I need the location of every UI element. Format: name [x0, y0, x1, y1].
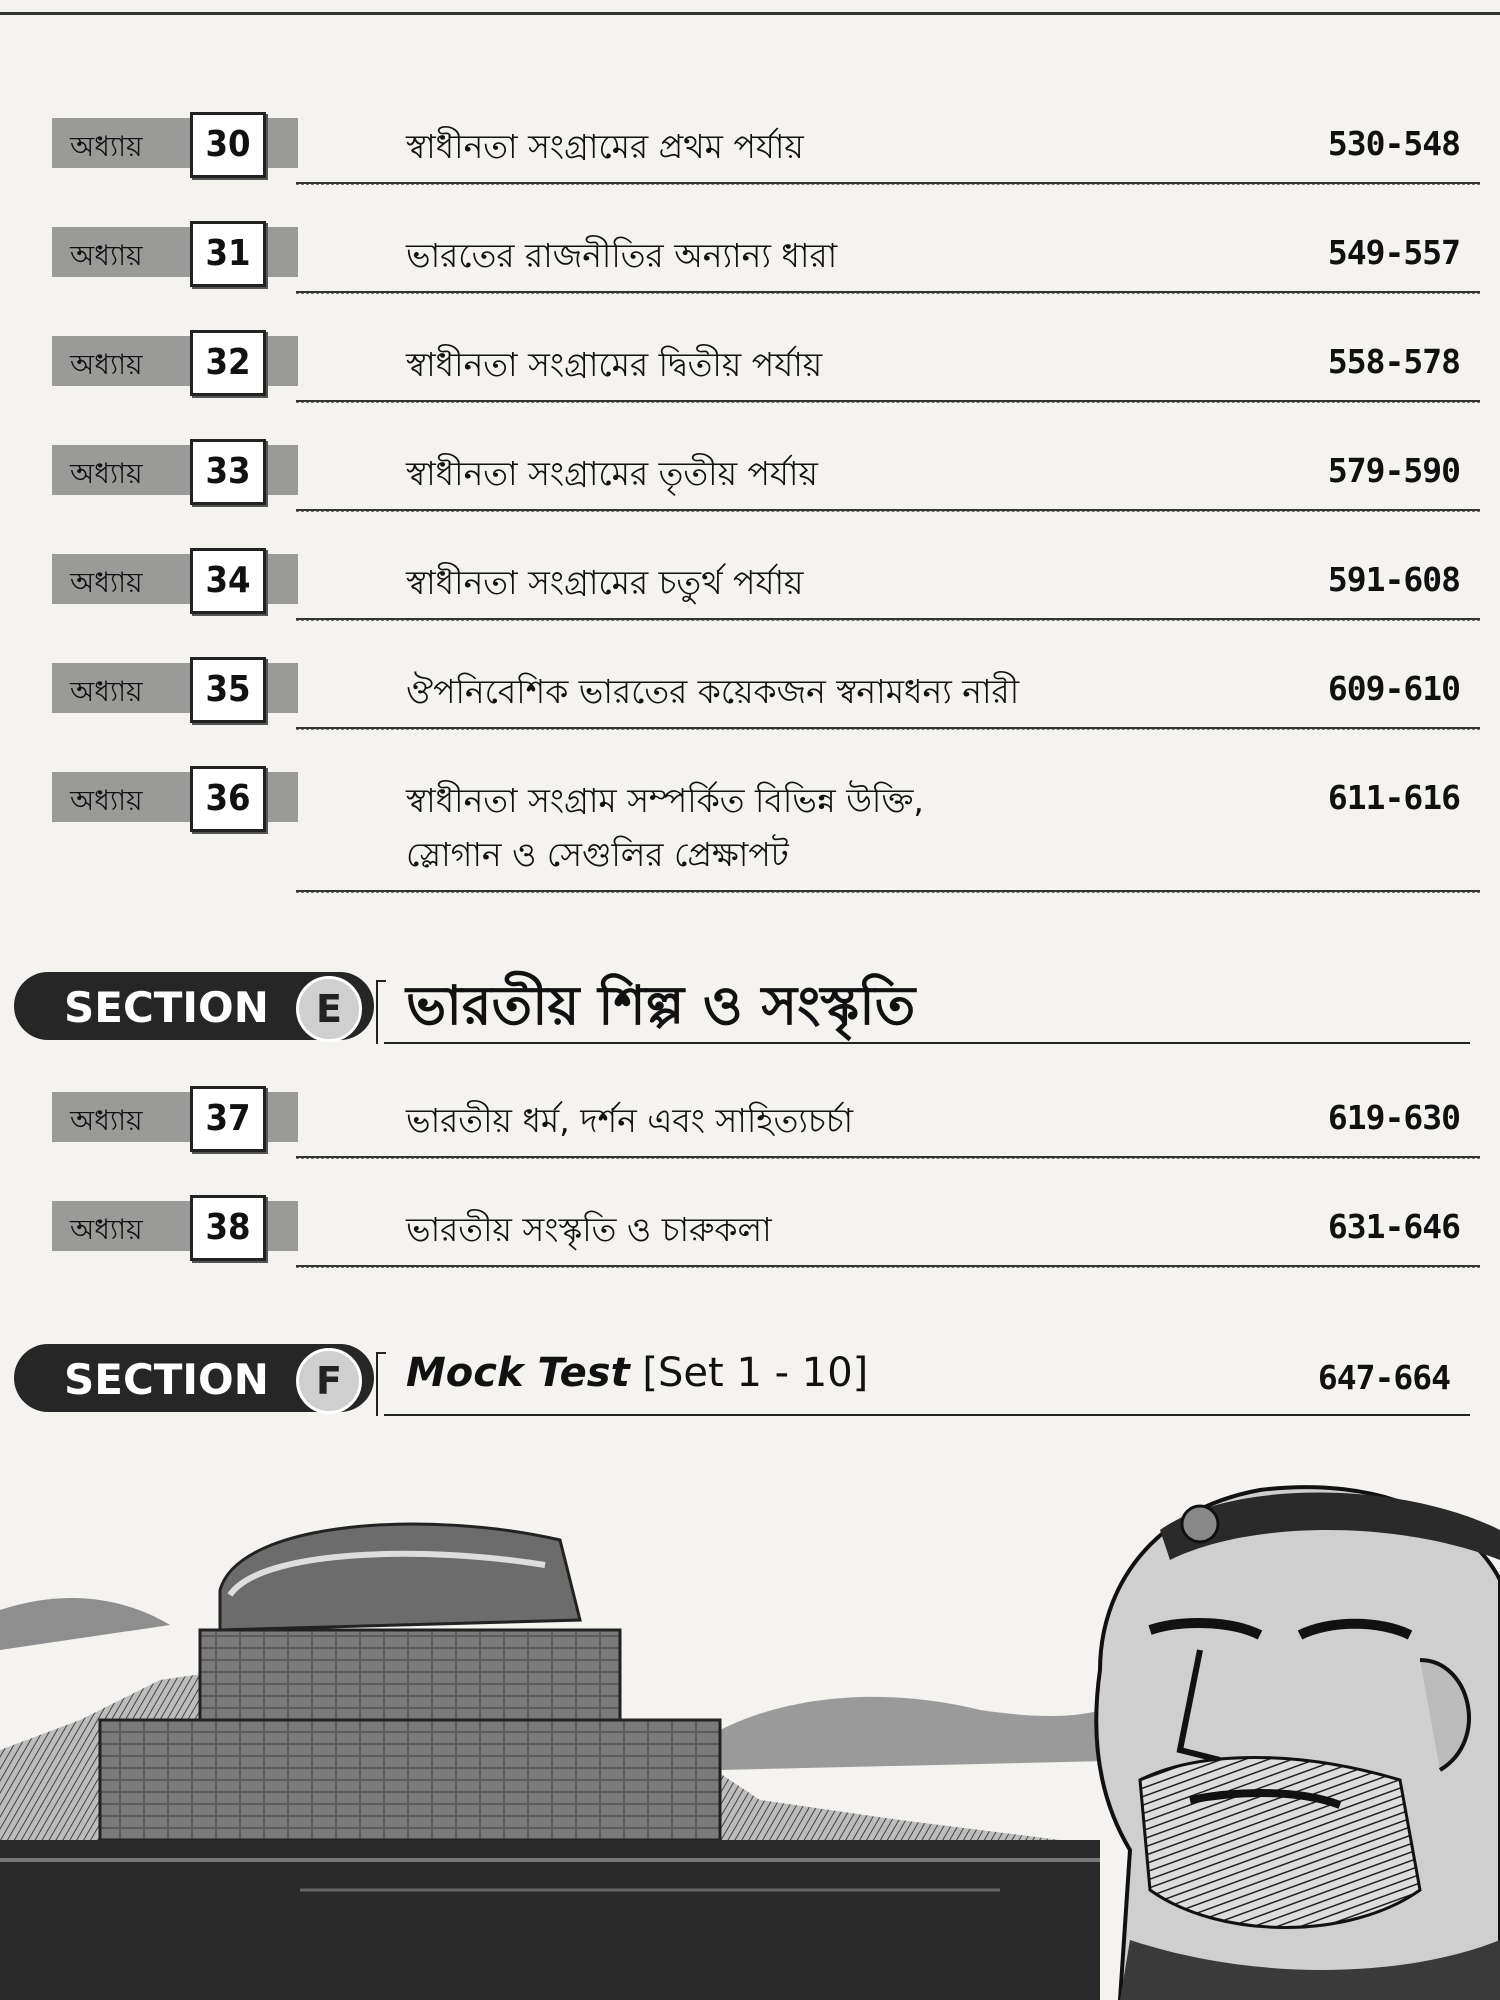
- chapter-tag: [52, 445, 298, 495]
- chapter-tag: [52, 772, 298, 822]
- mock-test-sets: [Set 1 - 10]: [629, 1350, 869, 1396]
- chapter-tag: [52, 336, 298, 386]
- chapter-tag: [52, 227, 298, 277]
- chapter-title-line: ভারতীয় সংস্কৃতি ও চারুকলা: [406, 1210, 772, 1249]
- chapter-title: [406, 1094, 1306, 1148]
- chapter-pages: 579-590: [1327, 451, 1460, 490]
- chapter-tag: [52, 1092, 298, 1142]
- chapter-title-line: ভারতীয় ধর্ম, দর্শন এবং সাহিত্যচর্চা: [406, 1101, 854, 1140]
- chapter-pages: 591-608: [1327, 560, 1460, 599]
- chapter-tag: [52, 663, 298, 713]
- chapter-title-line: স্বাধীনতা সংগ্রামের চতুর্থ পর্যায়: [406, 563, 804, 602]
- chapter-pages: 558-578: [1327, 342, 1460, 381]
- chapter-title: [406, 338, 1306, 392]
- chapter-title-line: স্বাধীনতা সংগ্রামের প্রথম পর্যায়: [406, 127, 804, 166]
- chapter-number: 33: [190, 439, 266, 505]
- chapter-pages: 609-610: [1327, 669, 1460, 708]
- chapter-pages: 631-646: [1327, 1207, 1460, 1246]
- chapter-number: 32: [190, 330, 266, 396]
- chapter-label: অধ্যায়: [70, 1213, 143, 1246]
- chapter-tag: [52, 554, 298, 604]
- chapter-label: অধ্যায়: [70, 566, 143, 599]
- chapter-title: [406, 774, 1306, 882]
- chapter-pages: 619-630: [1327, 1098, 1460, 1137]
- section-e-title: ভারতীয় শিল্প ও সংস্কৃতি: [406, 973, 916, 1037]
- chapter-title-line: স্লোগান ও সেগুলির প্রেক্ষাপট: [406, 835, 789, 874]
- chapter-rule: [296, 1265, 1480, 1268]
- chapter-title-line: ঔপনিবেশিক ভারতের কয়েকজন স্বনামধন্য নারী: [406, 672, 1020, 711]
- chapter-title-line: স্বাধীনতা সংগ্রামের তৃতীয় পর্যায়: [406, 454, 818, 493]
- section-f-letter: F: [296, 1348, 362, 1414]
- chapter-title: [406, 229, 1306, 283]
- section-f-bracket: [376, 1352, 386, 1416]
- chapter-tag: [52, 1201, 298, 1251]
- chapter-rule: [296, 890, 1480, 893]
- chapter-rule: [296, 618, 1480, 621]
- chapter-label: অধ্যায়: [70, 348, 143, 381]
- section-e-label: SECTION: [64, 983, 269, 1032]
- ancient-stupa-and-bust-illustration: [0, 1420, 1500, 2000]
- top-rule: [0, 12, 1500, 15]
- section-e-bracket: [376, 980, 386, 1044]
- section-e-letter: E: [296, 976, 362, 1042]
- section-f-rule: [384, 1414, 1470, 1416]
- chapter-number: 37: [190, 1086, 266, 1152]
- mock-test-title: Mock Test: [406, 1350, 630, 1396]
- chapter-rule: [296, 182, 1480, 185]
- section-f-title: [406, 1350, 868, 1396]
- chapter-number: 36: [190, 766, 266, 832]
- chapter-rule: [296, 400, 1480, 403]
- chapter-title: [406, 1203, 1306, 1257]
- chapter-title: [406, 120, 1306, 174]
- chapter-title: [406, 556, 1306, 610]
- chapter-number: 34: [190, 548, 266, 614]
- chapter-label: অধ্যায়: [70, 130, 143, 163]
- section-e-rule: [384, 1042, 1470, 1044]
- section-f-pages: 647-664: [1317, 1358, 1450, 1397]
- chapter-rule: [296, 727, 1480, 730]
- chapter-rule: [296, 291, 1480, 294]
- chapter-rule: [296, 1156, 1480, 1159]
- chapter-pages: 549-557: [1327, 233, 1460, 272]
- chapter-number: 38: [190, 1195, 266, 1261]
- chapter-title-line: ভারতের রাজনীতির অন্যান্য ধারা: [406, 236, 838, 275]
- chapter-label: অধ্যায়: [70, 784, 143, 817]
- section-f-label: SECTION: [64, 1355, 269, 1404]
- chapter-pages: 611-616: [1327, 778, 1460, 817]
- chapter-label: অধ্যায়: [70, 675, 143, 708]
- chapter-title-line: স্বাধীনতা সংগ্রামের দ্বিতীয় পর্যায়: [406, 345, 823, 384]
- section-e-header: [14, 972, 1490, 1044]
- chapter-label: অধ্যায়: [70, 1104, 143, 1137]
- chapter-pages: 530-548: [1327, 124, 1460, 163]
- chapter-tag: [52, 118, 298, 168]
- section-f-header: [14, 1344, 1490, 1416]
- chapter-title: [406, 665, 1306, 719]
- chapter-number: 30: [190, 112, 266, 178]
- chapter-rule: [296, 509, 1480, 512]
- chapter-label: অধ্যায়: [70, 457, 143, 490]
- chapter-title: [406, 447, 1306, 501]
- chapter-label: অধ্যায়: [70, 239, 143, 272]
- chapter-number: 31: [190, 221, 266, 287]
- chapter-number: 35: [190, 657, 266, 723]
- chapter-title-line: স্বাধীনতা সংগ্রাম সম্পর্কিত বিভিন্ন উক্তি,: [406, 781, 924, 820]
